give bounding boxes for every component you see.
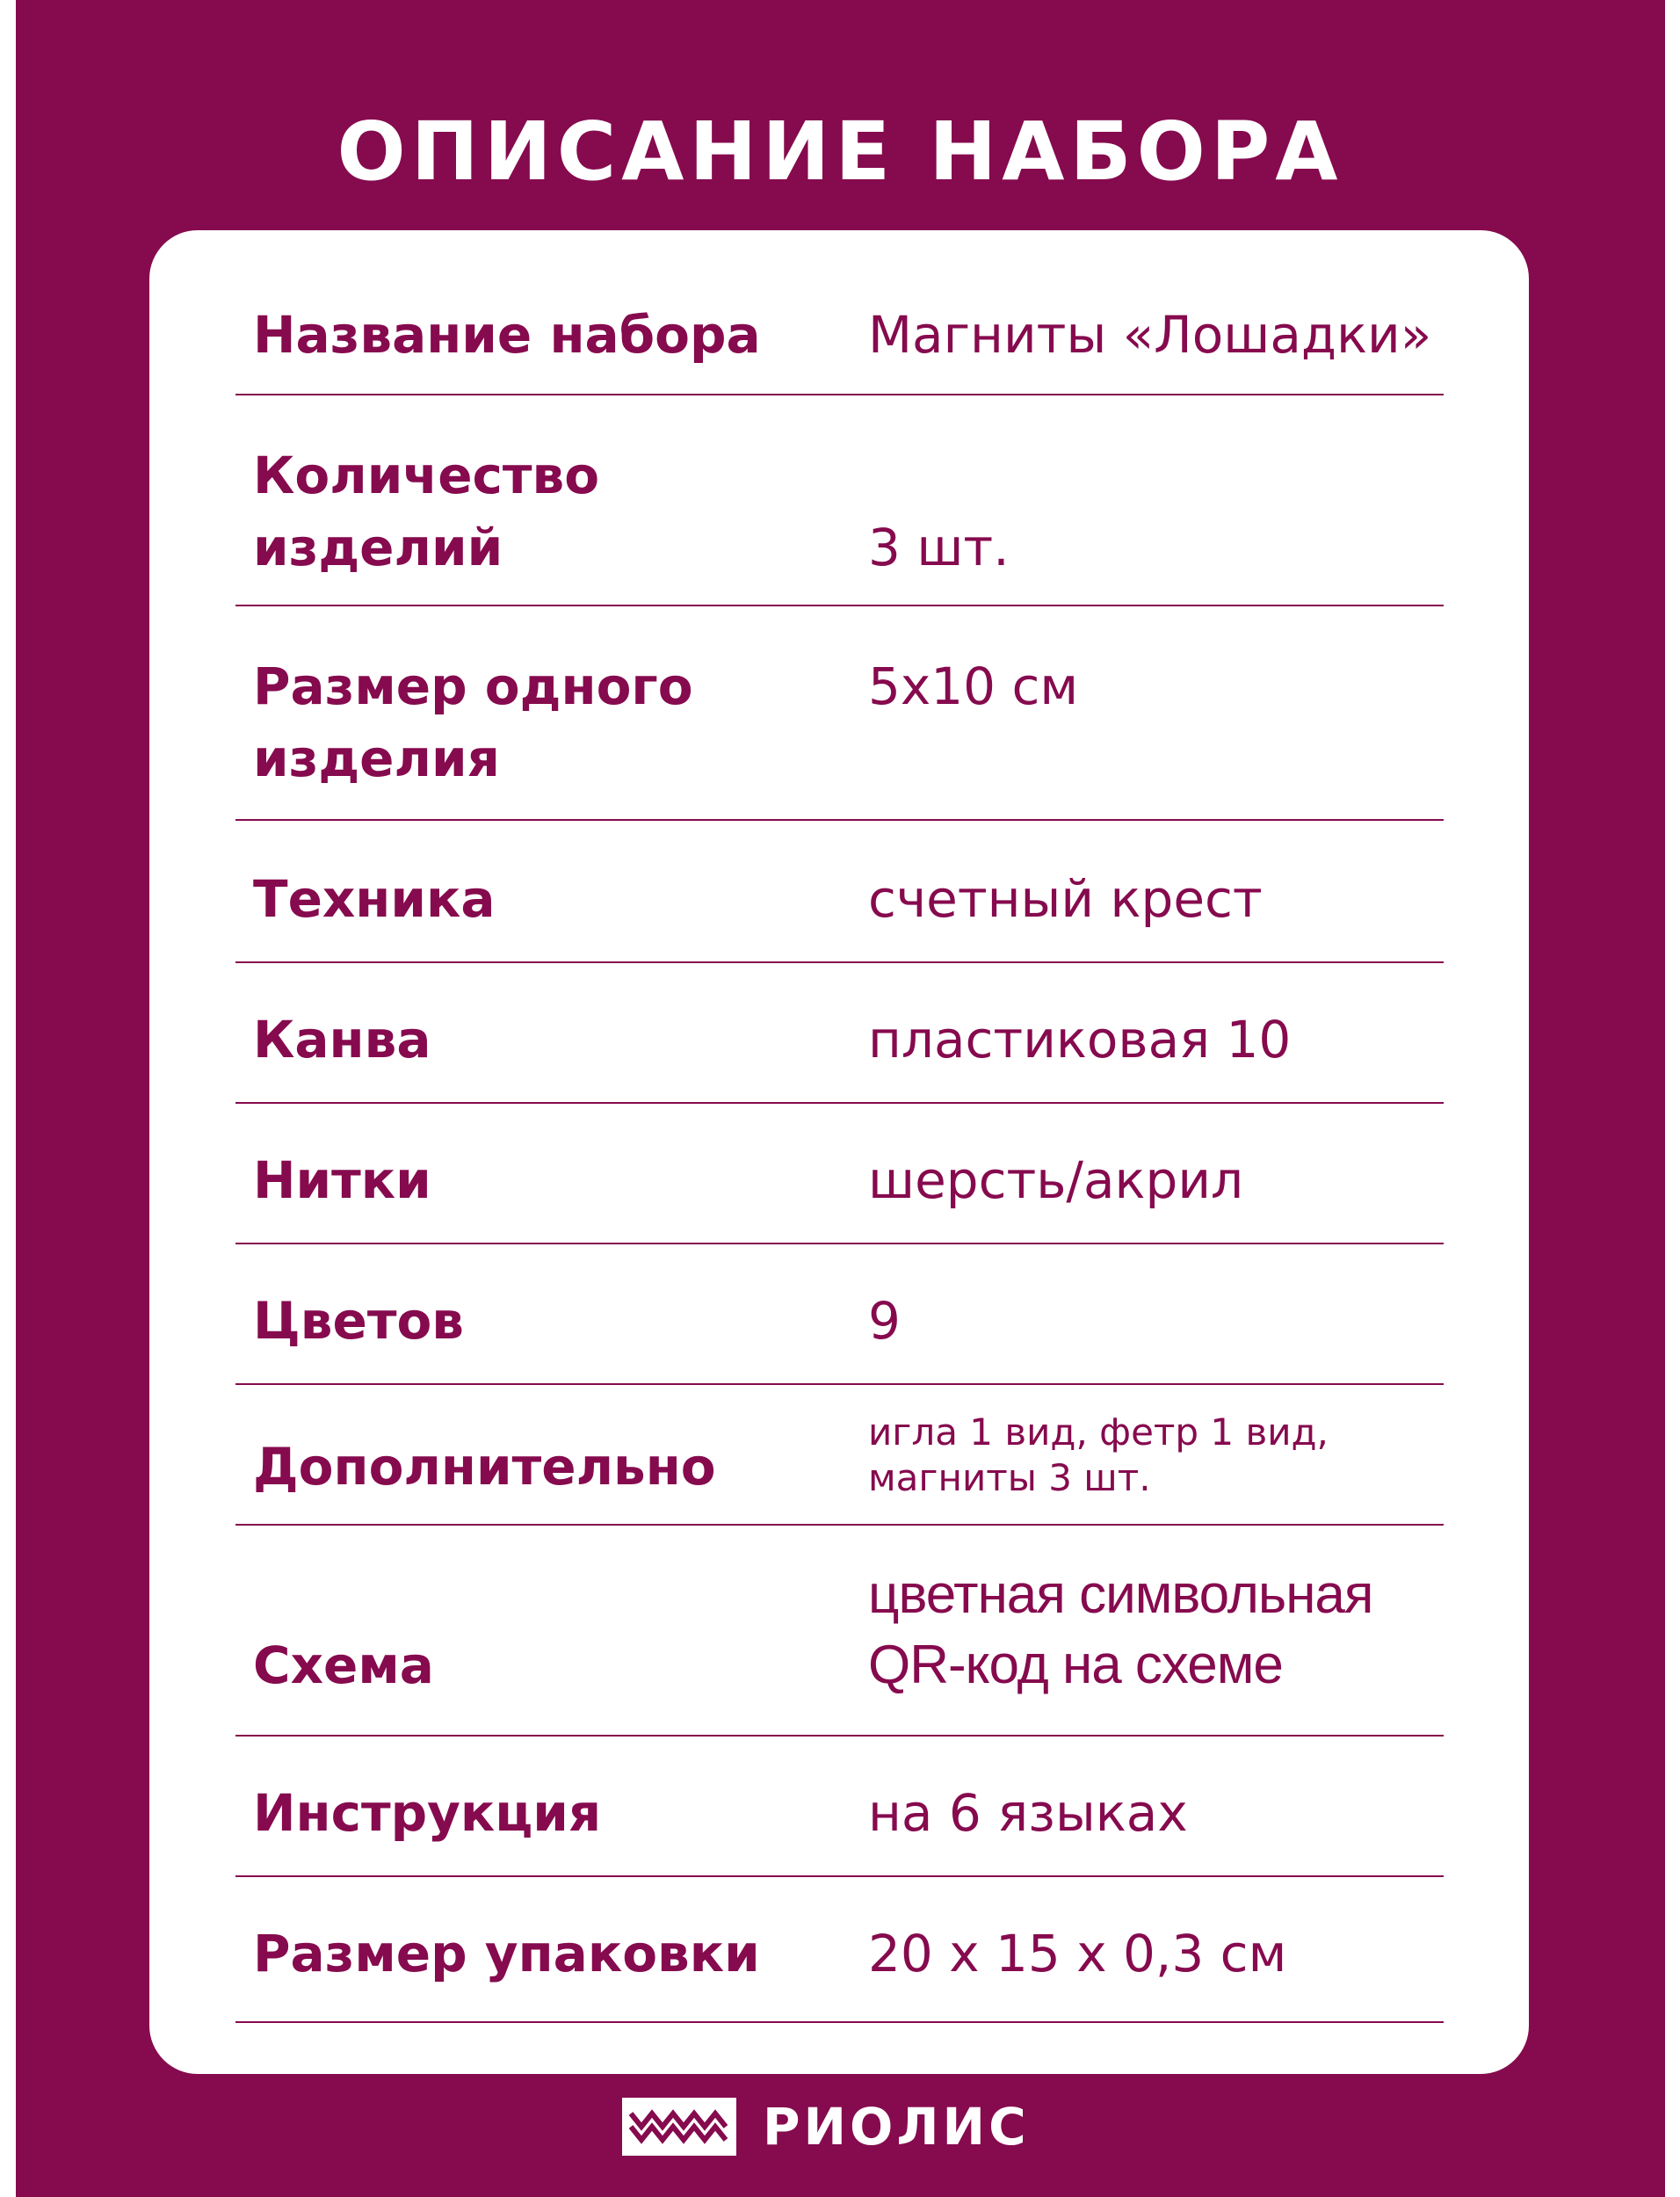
spec-label: Инструкция <box>253 1783 602 1843</box>
spec-value-line2: магниты 3 шт. <box>868 1456 1151 1499</box>
spec-row-threads <box>235 1104 1444 1244</box>
spec-label: Дополнительно <box>253 1437 716 1497</box>
spec-value-line1: игла 1 вид, фетр 1 вид, <box>868 1410 1329 1454</box>
spec-value: 5х10 см <box>868 656 1079 716</box>
spec-value: 9 <box>868 1291 901 1351</box>
spec-value: Магниты «Лошадки» <box>868 305 1432 365</box>
spec-label-line1: Размер одного <box>253 656 693 716</box>
spec-row-canvas <box>235 963 1444 1104</box>
spec-label-line1: Количество <box>253 446 600 505</box>
spec-label: Техника <box>253 869 496 929</box>
spec-row-item-size <box>235 606 1444 821</box>
brand-logo <box>622 2096 1030 2157</box>
spec-row-package-size <box>235 1877 1444 2023</box>
spec-label: Размер упаковки <box>253 1924 760 1983</box>
spec-label: Нитки <box>253 1150 431 1210</box>
spec-card <box>149 230 1529 2074</box>
spec-value: 3 шт. <box>868 518 1010 577</box>
spec-row-colors <box>235 1244 1444 1385</box>
spec-value: 20 х 15 х 0,3 см <box>868 1924 1287 1983</box>
riolis-logo-icon <box>622 2098 736 2156</box>
spec-row-additional <box>235 1385 1444 1526</box>
spec-value: счетный крест <box>868 869 1263 929</box>
spec-row-technique <box>235 821 1444 963</box>
spec-row-name <box>235 230 1444 395</box>
brand-name: РИОЛИС <box>763 2097 1030 2157</box>
spec-row-quantity <box>235 395 1444 606</box>
page-title: ОПИСАНИЕ НАБОРА <box>337 105 1343 199</box>
spec-label-line2: изделия <box>253 729 500 788</box>
spec-row-scheme <box>235 1526 1444 1737</box>
spec-value: пластиковая 10 <box>868 1010 1292 1069</box>
spec-label: Название набора <box>253 305 761 365</box>
spec-label: Схема <box>253 1635 434 1695</box>
spec-label: Цветов <box>253 1291 465 1351</box>
spec-value-line1: цветная символьная <box>868 1564 1373 1625</box>
spec-label: Канва <box>253 1010 431 1069</box>
spec-label-line2: изделий <box>253 518 503 577</box>
spec-value-line2: QR-код на схеме <box>868 1635 1283 1695</box>
spec-value: шерсть/акрил <box>868 1150 1244 1210</box>
spec-value: на 6 языках <box>868 1783 1188 1843</box>
spec-row-instruction <box>235 1737 1444 1877</box>
